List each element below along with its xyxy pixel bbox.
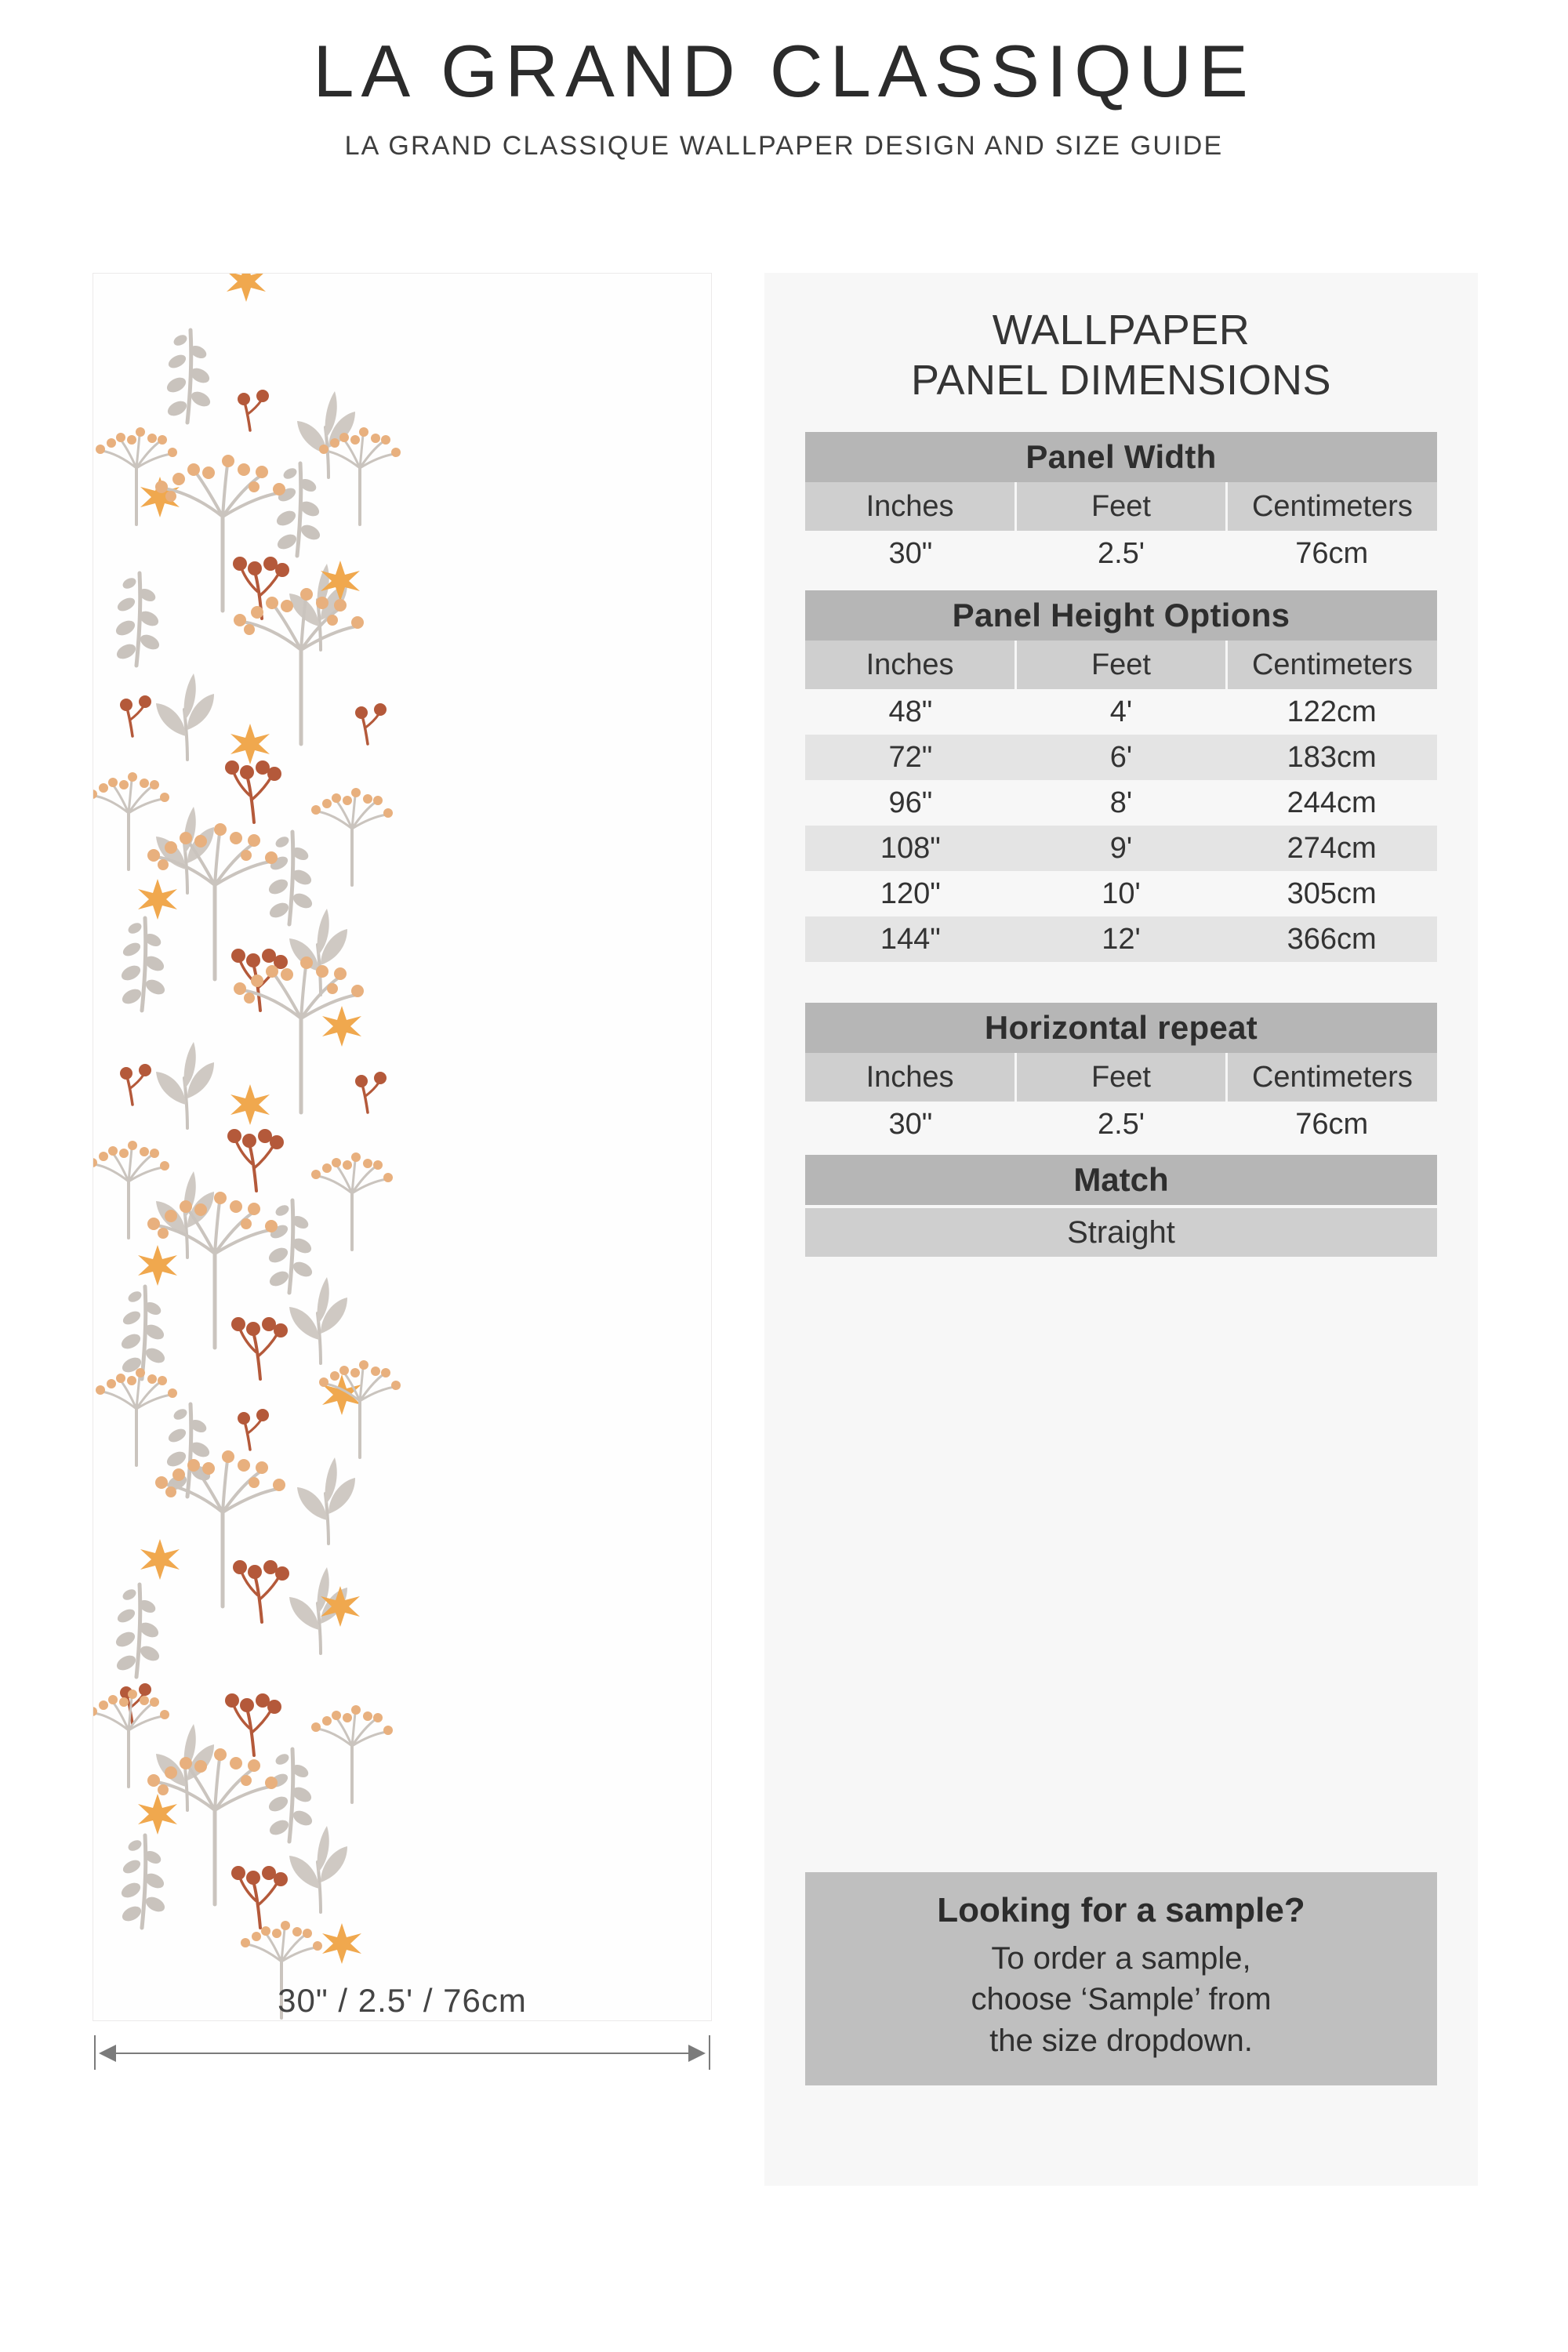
table-row: 30" 2.5' 76cm [888,1107,1369,1141]
wallpaper-pattern-preview [93,273,712,2021]
match-value: Straight [805,1208,1437,1257]
dimensions-info-panel [764,273,1478,2186]
measure-arrow-right-icon [688,2045,706,2062]
panel-heading [805,306,1437,405]
horizontal-repeat-title: Horizontal repeat [805,1003,1437,1053]
panel-width-table [805,432,1437,590]
sample-text-line-1: To order a sample, [991,1940,1251,1976]
page-header [0,0,1568,162]
measure-line [105,2053,699,2054]
panel-heading-line-2: PANEL DIMENSIONS [910,356,1332,404]
panel-width-cm: 76cm [1295,536,1369,570]
measure-tick-right [709,2035,710,2070]
panel-height-col-centimeters: Centimeters [1226,641,1437,689]
page-title: LA GRAND CLASSIQUE [313,30,1255,112]
panel-width-title: Panel Width [805,432,1437,482]
section-gap [805,962,1437,1003]
panel-width-inches: 30" [888,536,933,570]
table-row [805,531,1437,576]
table-row: 48" 4' 122cm [888,695,1377,728]
panel-width-col-centimeters: Centimeters [1226,482,1437,531]
hrepeat-col-feet: Feet [1016,1053,1227,1102]
table-row: 108" 9' 274cm [805,826,1437,871]
match-title: Match [805,1155,1437,1205]
table-row: 120" 10' 305cm [880,877,1377,910]
hrepeat-col-centimeters: Centimeters [1226,1053,1437,1102]
table-row: 144" 12' 366cm [805,916,1437,962]
measure-arrow-left-icon [99,2045,116,2062]
sample-title: Looking for a sample? [937,1890,1305,1929]
panel-width-measure-label: 30" / 2.5' / 76cm [278,1982,527,2019]
panel-height-col-feet: Feet [1016,641,1227,689]
page-subtitle: LA GRAND CLASSIQUE WALLPAPER DESIGN AND SIZE GUIDE [344,130,1224,161]
sample-info-box [805,1872,1437,2085]
panel-width-feet: 2.5' [1097,536,1145,570]
panel-heading-line-1: WALLPAPER [992,307,1250,354]
panel-height-table [805,590,1437,962]
panel-height-col-inches: Inches [805,641,1016,689]
main-content [0,259,1568,2219]
wallpaper-swatch-section [93,273,712,2092]
panel-width-col-inches: Inches [805,482,1016,531]
panel-width-measure [93,1982,712,2071]
measure-tick-left [94,2035,96,2070]
table-row: 72" 6' 183cm [805,735,1437,780]
horizontal-repeat-table [805,1003,1437,1147]
panel-width-col-feet: Feet [1016,482,1227,531]
sample-text-line-2: choose ‘Sample’ from [971,1982,1272,2017]
sample-text-line-3: the size dropdown. [989,2024,1253,2059]
floral-pattern-icon [93,274,712,2021]
hrepeat-col-inches: Inches [805,1053,1016,1102]
table-row: 96" 8' 244cm [888,786,1377,819]
panel-height-title: Panel Height Options [805,590,1437,641]
